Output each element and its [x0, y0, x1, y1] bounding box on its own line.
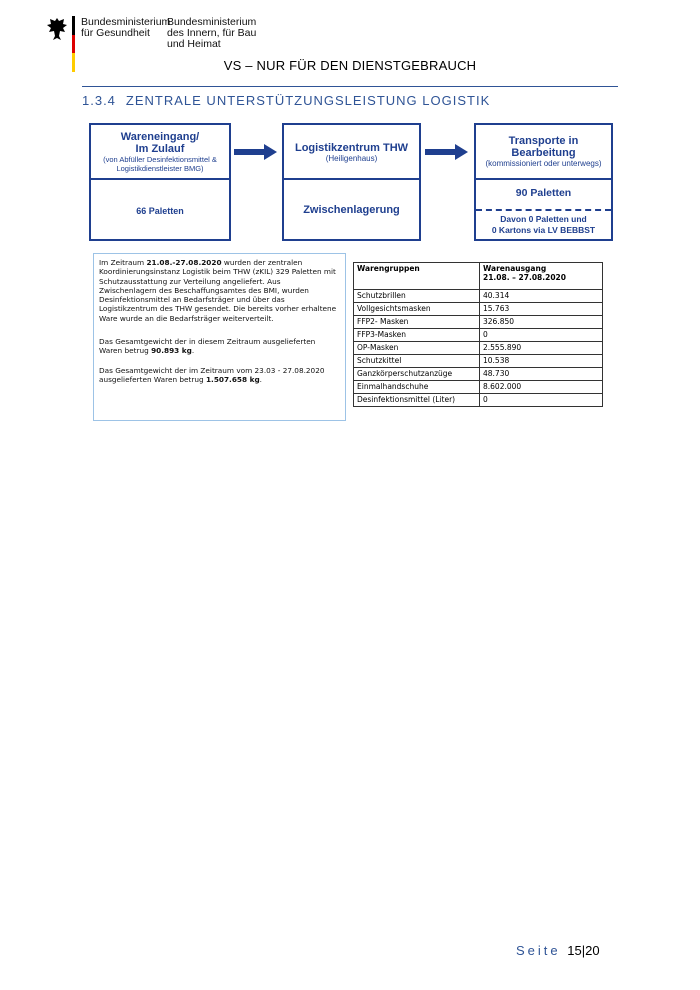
section-title: ZENTRALE UNTERSTÜTZUNGSLEISTUNG LOGISTIK	[125, 93, 491, 108]
summary-paragraph-1: Im Zeitraum 21.08.-27.08.2020 wurden der zentralen Koordinierungsinstanz Logistik beim THW (zKIL) 329 Paletten mit Schutzausstattung zur Verteilung angeliefert. Aus Zwischenlagern des Beschaffungsamtes des BMI, wurden Desinfektionsmittel an Bedarfsträger und über das Logistikzentrum des THW gesendet. Die bereits vorher erhaltene Ware wurde an die Bedarfsträger weiterverteilt.	[99, 258, 337, 323]
table-row: Schutzkittel 10.538	[354, 355, 603, 368]
footer-total: 20	[585, 943, 600, 958]
classification-label: VS – NUR FÜR DEN DIENSTGEBRAUCH	[223, 58, 477, 73]
summary-paragraph-3: Das Gesamtgewicht der im Zeitraum vom 23.03 - 27.08.2020 ausgelieferten Waren betrug 1.507.658 kg.	[99, 365, 325, 384]
summary-paragraph-2: Das Gesamtgewicht der in diesem Zeitraum ausgelieferten Waren betrug 90.893 kg.	[99, 337, 316, 356]
header-goods-out: Warenausgang 21.08. – 27.08.2020	[480, 263, 603, 290]
logistics-title: Logistikzentrum THW	[294, 142, 409, 154]
footer-sep: |	[581, 943, 586, 958]
goods-out-table	[353, 262, 603, 407]
flow-box-incoming	[89, 123, 231, 241]
ministry-health-label: Bundesministerium für Gesundheit	[81, 16, 171, 39]
table-header-row	[354, 263, 603, 290]
header-rule	[82, 86, 618, 87]
table-row: Desinfektionsmittel (Liter) 0	[354, 394, 603, 407]
table-row: Schutzbrillen 40.314	[354, 290, 603, 303]
table-row: FFP2- Masken 326.850	[354, 316, 603, 329]
incoming-title-1: Wareneingang/	[120, 131, 200, 143]
arrow-right-icon	[234, 143, 278, 161]
arrow-right-icon	[425, 143, 469, 161]
section-heading	[82, 93, 500, 108]
incoming-pallets: 66 Paletten	[136, 206, 184, 216]
incoming-subtitle-1: (von Abfüller Desinfektionsmittel &	[103, 155, 217, 164]
section-number: 1.3.4	[82, 93, 116, 108]
header-goods-group: Warengruppen	[354, 263, 480, 290]
incoming-title-2: Im Zulauf	[135, 143, 185, 155]
table-row: FFP3-Masken 0	[354, 329, 603, 342]
dashed-divider	[476, 209, 611, 211]
table-row: Einmalhandschuhe 8.602.000	[354, 381, 603, 394]
summary-text-panel	[93, 253, 346, 421]
transports-subtitle: (kommissioniert oder unterwegs)	[485, 159, 602, 168]
flow-box-transports	[474, 123, 613, 241]
logistics-body: Zwischenlagerung	[303, 204, 400, 216]
ministry-interior-label: Bundesministerium des Innern, für Bau und Heimat	[167, 16, 257, 50]
footer-seite: Seite	[516, 943, 561, 958]
flow-box-logistics-center	[282, 123, 421, 241]
table-row: Ganzkörperschutzanzüge 48.730	[354, 368, 603, 381]
table-row: Vollgesichtsmasken 15.763	[354, 303, 603, 316]
table-row: OP-Masken 2.555.890	[354, 342, 603, 355]
transports-detail-2: 0 Kartons via LV BEBBST	[491, 225, 596, 235]
incoming-subtitle-2: Logistikdienstleister BMG)	[116, 164, 204, 173]
transports-pallets: 90 Paletten	[515, 187, 572, 199]
footer-page: 15	[567, 943, 582, 958]
transports-title-2: Bearbeitung	[511, 147, 576, 159]
page-footer	[516, 943, 600, 958]
eagle-emblem-icon	[46, 16, 68, 42]
logistics-subtitle: (Heiligenhaus)	[325, 154, 378, 163]
transports-title-1: Transporte in	[508, 135, 579, 147]
transports-detail-1: Davon 0 Paletten und	[500, 214, 587, 224]
